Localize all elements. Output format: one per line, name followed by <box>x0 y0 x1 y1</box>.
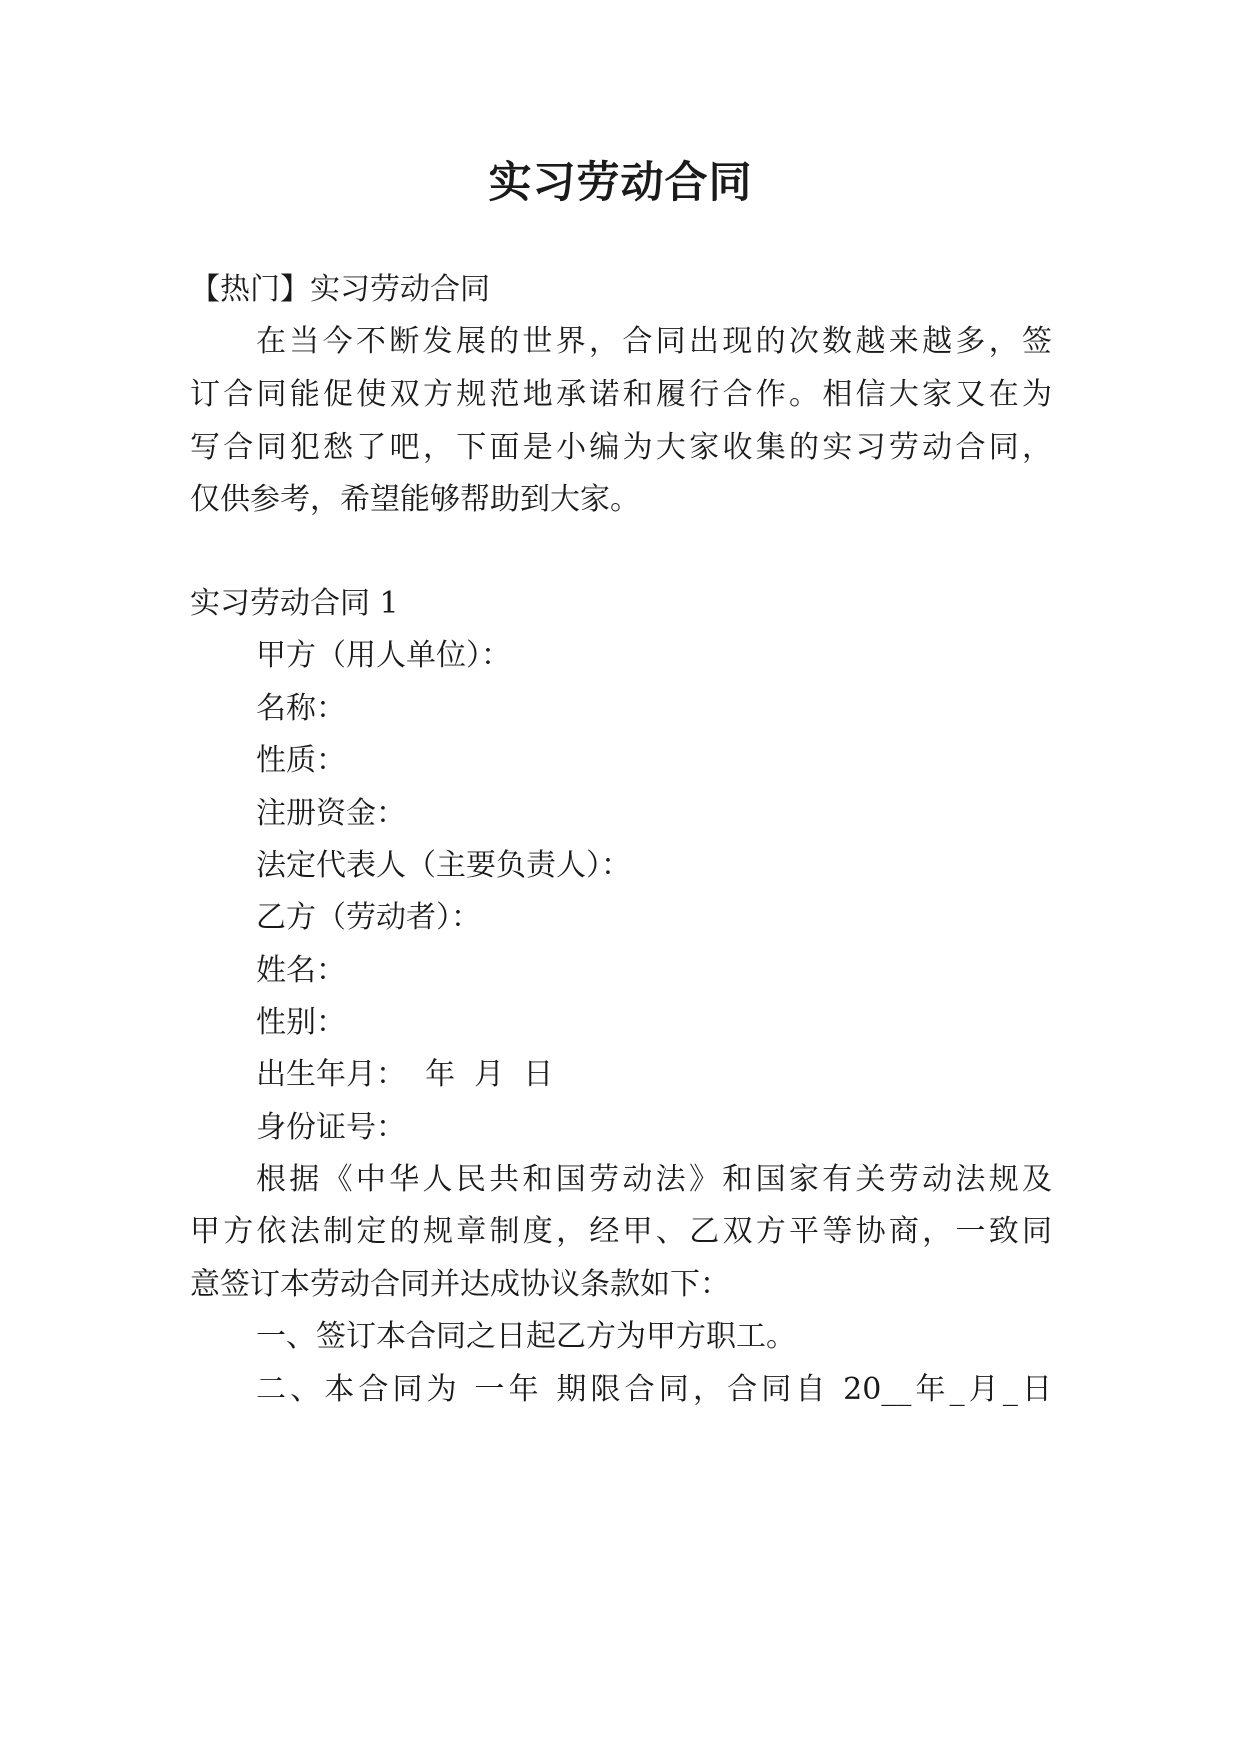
party-a-nature: 性质： <box>256 743 346 778</box>
intro-line: 订合同能促使双方规范地承诺和履行合作。相信大家又在为 <box>190 377 1052 412</box>
document-heading: 【热门】实习劳动合同 <box>190 272 490 307</box>
intro-line: 仅供参考，希望能够帮助到大家。 <box>190 482 640 517</box>
party-a-name: 名称： <box>256 691 346 726</box>
party-a-capital: 注册资金： <box>256 796 406 831</box>
party-a-label: 甲方（用人单位）： <box>256 638 511 673</box>
party-a-representative: 法定代表人（主要负责人）： <box>256 848 631 883</box>
clause-item: 一、签订本合同之日起乙方为甲方职工。 <box>256 1319 796 1354</box>
intro-line: 在当今不断发展的世界，合同出现的次数越来越多，签 <box>256 324 1052 359</box>
party-b-id: 身份证号： <box>256 1110 406 1145</box>
clause-item: 二、本合同为 一年 期限合同，合同自 20__年_月_日 <box>256 1372 1052 1407</box>
party-b-label: 乙方（劳动者）： <box>256 900 481 935</box>
party-b-gender: 性别： <box>256 1005 346 1040</box>
document-title: 实习劳动合同 <box>488 158 753 208</box>
party-b-name: 姓名： <box>256 953 346 988</box>
intro-line: 写合同犯愁了吧，下面是小编为大家收集的实习劳动合同， <box>190 430 1052 465</box>
basis-line: 根据《中华人民共和国劳动法》和国家有关劳动法规及 <box>256 1162 1052 1197</box>
basis-line: 意签订本劳动合同并达成协议条款如下： <box>190 1267 730 1302</box>
basis-line: 甲方依法制定的规章制度，经甲、乙双方平等协商，一致同 <box>190 1214 1052 1249</box>
section-title: 实习劳动合同 1 <box>190 586 399 621</box>
party-b-birth: 出生年月： 年 月 日 <box>256 1057 554 1092</box>
